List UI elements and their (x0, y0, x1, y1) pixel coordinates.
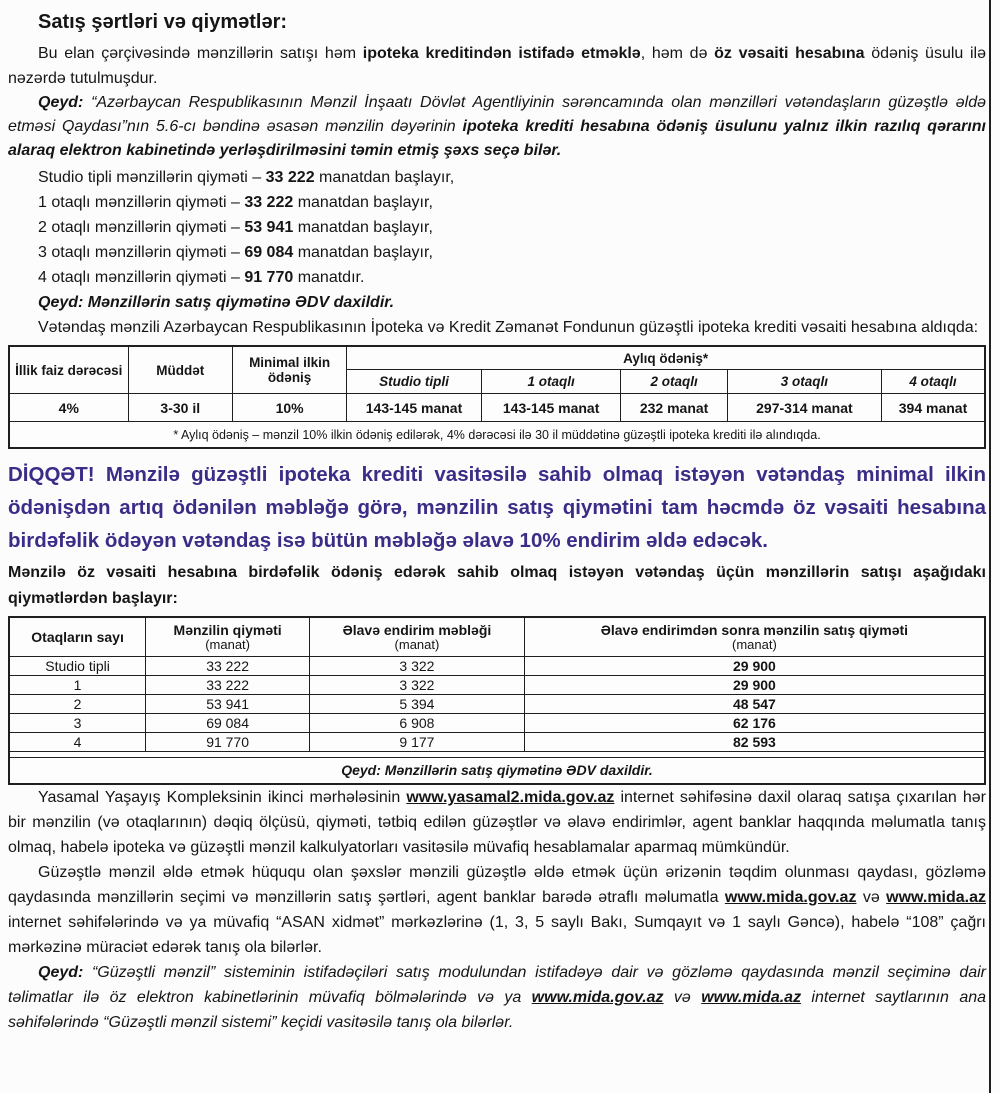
t2-header-final-price (524, 617, 985, 657)
t1-subheader-3room: 3 otaqlı (727, 370, 881, 394)
link[interactable]: www.mida.gov.az (724, 889, 857, 906)
text-segment: 3 otaqlı mənzillərin qiyməti – (38, 244, 245, 261)
table-row (9, 676, 985, 695)
link[interactable]: www.mida.az (701, 989, 802, 1006)
table-row (9, 657, 985, 676)
t1-footnote: * Aylıq ödəniş – mənzil 10% ilkin ödəniş edilərək, 4% dərəcəsi ilə 30 il müddətinə güzəştli ipoteka krediti ilə alındıqda. (9, 422, 985, 449)
t1-subheader-2room: 2 otaqlı (621, 370, 727, 394)
note-top-paragraph (8, 91, 986, 163)
t1-cell-term: 3-30 il (128, 394, 232, 422)
page-right-border (989, 0, 991, 1093)
t1-header-monthly: Aylıq ödəniş* (347, 346, 985, 370)
text-segment: internet səhifələrində və ya müvafiq “ASAN xidmət” mərkəzlərinə (1, 3, 5 saylı Bakı, Sumqayıt və 1 saylı Gəncə), habelə “108” çağrı mərkəzinə müraciət edərək tanış ola bilərlər. (8, 914, 986, 956)
price-line-4room (8, 265, 986, 290)
guzestle-paragraph (8, 860, 986, 960)
t2-header-rooms-label: Otaqların sayı (31, 629, 124, 645)
table-row (9, 695, 985, 714)
t2-cell: 3 322 (310, 676, 525, 695)
t1-cell-rate: 4% (9, 394, 128, 422)
price-list (8, 165, 986, 290)
cash-prices-table (8, 616, 986, 785)
text-segment: Vətəndaş mənzili Azərbaycan Respublikasının İpoteka və Kredit Zəmanət Fondunun güzəştli ipoteka krediti vəsaiti hesabına aldıqda: (38, 319, 979, 336)
t2-cell: 3 (9, 714, 146, 733)
intro-paragraph (8, 41, 986, 91)
text-segment: “Güzəştli mənzil” sisteminin istifadəçiləri satış modulundan istifadəyə dair və gözləmə qaydasında mənzil seçiminə dair təlimatlar ilə öz elektron kabinetlərinin müvafiq bölmələrində və ya (8, 964, 986, 1006)
text-segment: manatdan başlayır, (293, 219, 433, 236)
t2-cell: 33 222 (146, 676, 310, 695)
t2-header-rooms (9, 617, 146, 657)
text-segment: Yasamal Yaşayış Kompleksinin ikinci mərhələsinin (38, 789, 407, 806)
t2-cell-final: 48 547 (524, 695, 985, 714)
text-segment: Qeyd: (38, 964, 84, 981)
t1-header-downpayment: Minimal ilkin ödəniş (232, 346, 346, 394)
table-row (9, 714, 985, 733)
text-segment: Qeyd: (38, 94, 84, 111)
link[interactable]: www.yasamal2.mida.gov.az (406, 789, 615, 806)
t2-header-discount-unit: (manat) (394, 637, 440, 652)
t2-cell-final: 29 900 (524, 676, 985, 695)
text-segment: Güzəştlə mənzil əldə etmək hüququ olan şəxslər mənzili güzəştlə əldə etmək üçün ərizənin təqdim olunması qaydası, gözləmə qaydasında mənzillərin seçimi və mənzillərin satış şərtləri, agent banklar barədə ətraflı məlumatla (8, 864, 986, 906)
mortgage-terms-table (8, 345, 986, 449)
t2-cell: 3 322 (310, 657, 525, 676)
link[interactable]: www.mida.az (886, 889, 986, 906)
text-segment: 33 222 (244, 194, 294, 211)
t1-cell-downpayment: 10% (232, 394, 346, 422)
t1-subheader-4room: 4 otaqlı (882, 370, 986, 394)
final-note-paragraph (8, 960, 986, 1035)
t2-cell: 6 908 (310, 714, 525, 733)
text-segment: Bu elan çərçivəsində mənzillərin satışı həm (38, 45, 363, 62)
t2-cell: Studio tipli (9, 657, 146, 676)
text-segment: 33 222 (265, 169, 315, 186)
link[interactable]: www.mida.gov.az (531, 989, 664, 1006)
t2-cell: 91 770 (146, 733, 310, 752)
t1-header-rate: İllik faiz dərəcəsi (9, 346, 128, 394)
t1-cell-studio: 143-145 manat (347, 394, 482, 422)
t1-cell-3room: 297-314 manat (727, 394, 881, 422)
price-line-3room (8, 240, 986, 265)
text-segment: “Azərbaycan Respublikasının Mənzil İnşaatı Dövlət Agentliyinin sərəncamında olan mənzilləri vətəndaşların güzəştlə əldə etməsi Qaydası”nın 5.6-cı bəndinə əsasən mənzilin dəyərinin (8, 94, 986, 135)
note-vat (8, 290, 986, 315)
text-segment: DİQQƏT! Mənzilə güzəştli ipoteka krediti vasitəsilə sahib olmaq istəyən vətəndaş minimal ilkin ödənişdən artıq ödənilən məbləğə görə, mənzilin satış qiymətini tam həcmdə öz vəsaiti hesabına birdəfəlik ödəyən vətəndaş isə bütün məbləğə əlavə 10% endirim əldə edəcək. (8, 463, 986, 552)
cash-payment-paragraph (8, 560, 986, 612)
t1-subheader-studio: Studio tipli (347, 370, 482, 394)
t2-cell: 69 084 (146, 714, 310, 733)
t2-header-price-unit: (manat) (205, 637, 250, 652)
price-line-2room (8, 215, 986, 240)
t2-cell: 1 (9, 676, 146, 695)
text-segment: 1 otaqlı mənzillərin qiyməti – (38, 194, 245, 211)
price-line-studio (8, 165, 986, 190)
text-segment: 2 otaqlı mənzillərin qiyməti – (38, 219, 245, 236)
text-segment: və (663, 989, 702, 1006)
text-segment: manatdır. (293, 269, 365, 286)
t2-cell-final: 29 900 (524, 657, 985, 676)
t2-header-final-price-unit: (manat) (732, 637, 777, 652)
text-segment: Qeyd: Mənzillərin satış qiymətinə ƏDV daxildir. (38, 294, 395, 311)
t2-cell-final: 82 593 (524, 733, 985, 752)
text-segment: Studio tipli mənzillərin qiyməti – (38, 169, 266, 186)
price-line-1room (8, 190, 986, 215)
text-segment: internet səhifəsinə daxil olaraq satışa çıxarılan hər bir mənzilin (və otaqlarının) dəqiq ölçüsü, qiyməti, tətbiq edilən güzəştlər və əlavə endirimlər, agent banklar haqqında məlumatla tanış olmaq, habelə ipoteka və güzəştli mənzil kalkulyatorları vasitəsilə müvafiq hesablamalar aparmaq mümkündür. (8, 789, 987, 856)
t2-header-discount-label: Əlavə endirim məbləği (342, 622, 492, 638)
text-segment: internet saytlarının ana səhifələrində “Güzəştli mənzil sistemi” keçidi vasitəsilə tanış ola bilərlər. (8, 989, 987, 1031)
attention-paragraph (8, 458, 986, 557)
t1-header-term: Müddət (128, 346, 232, 394)
text-segment: ödəniş üsulu ilə nəzərdə tutulmuşdur. (8, 45, 986, 87)
t2-cell: 33 222 (146, 657, 310, 676)
text-segment: 91 770 (244, 269, 294, 286)
t2-cell: 4 (9, 733, 146, 752)
text-segment: 53 941 (244, 219, 294, 236)
t1-data-row (9, 394, 985, 422)
text-segment: öz vəsaiti hesabına (714, 45, 865, 62)
text-segment: manatdan başlayır, (293, 194, 433, 211)
t2-cell: 9 177 (310, 733, 525, 752)
text-segment: və (856, 889, 887, 906)
t1-cell-1room: 143-145 manat (481, 394, 621, 422)
t2-header-price (146, 617, 310, 657)
table-row (9, 733, 985, 752)
text-segment: Mənzilə öz vəsaiti hesabına birdəfəlik ödəniş edərək sahib olmaq istəyən vətəndaş üçün mənzillərin satışı aşağıdakı qiymətlərdən başlayır: (8, 564, 986, 607)
text-segment: ipoteka kreditindən istifadə etməklə (362, 45, 641, 62)
page-title: Satış şərtləri və qiymətlər: (38, 11, 288, 33)
text-segment: manatdan başlayır, (314, 169, 455, 186)
t1-cell-4room: 394 manat (882, 394, 986, 422)
t2-cell: 2 (9, 695, 146, 714)
text-segment: manatdan başlayır, (293, 244, 433, 261)
text-segment: ipoteka krediti hesabına ödəniş üsulunu yalnız ilkin razılıq qərarını alaraq elektron kabinetində yerləşdirilməsini təmin etmiş şəxs seçə bilər. (8, 118, 986, 159)
t2-cell: 5 394 (310, 695, 525, 714)
fund-paragraph (8, 315, 986, 340)
t2-cell-final: 62 176 (524, 714, 985, 733)
t2-footnote: Qeyd: Mənzillərin satış qiymətinə ƏDV daxildir. (9, 758, 985, 785)
text-segment: , həm də (640, 45, 715, 62)
t1-cell-2room: 232 manat (621, 394, 727, 422)
t2-header-final-price-label: Əlavə endirimdən sonra mənzilin satış qiyməti (600, 622, 909, 638)
t1-subheader-1room: 1 otaqlı (481, 370, 621, 394)
text-segment: 69 084 (244, 244, 294, 261)
yasamal-paragraph (8, 785, 986, 860)
text-segment: 4 otaqlı mənzillərin qiyməti – (38, 269, 245, 286)
t2-header-discount (310, 617, 525, 657)
t2-cell: 53 941 (146, 695, 310, 714)
t2-header-price-label: Mənzilin qiyməti (173, 622, 282, 638)
